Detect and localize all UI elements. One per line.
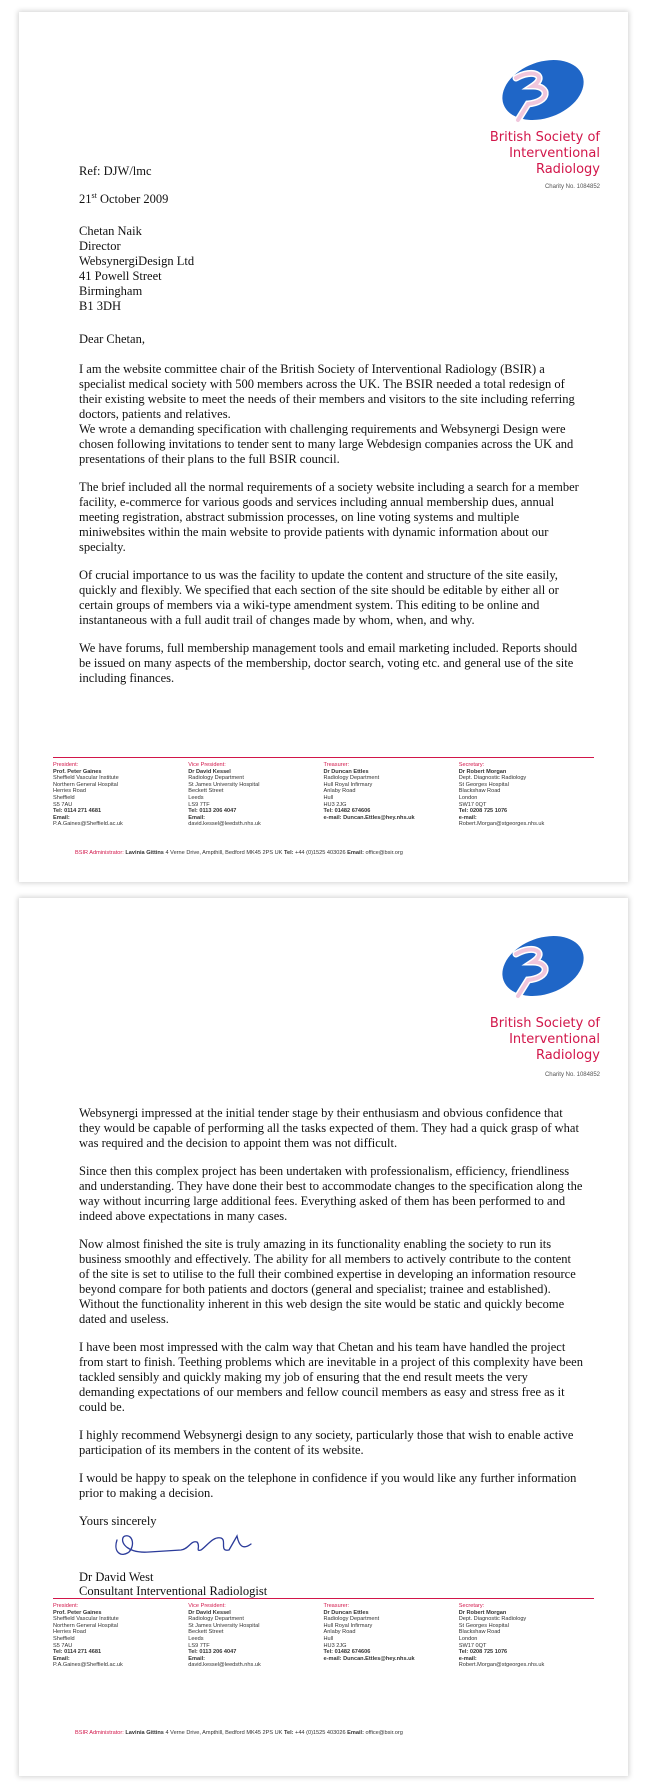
paragraph: I would be happy to speak on the telephone in confidence if you would like any further information prior to making a decision. [79, 1471, 577, 1500]
paragraph: I have been most impressed with the calm way that Chetan and his team have handled the project from start to finish. Teething problems which are inevitable in a project of this complexity have been tackled sensibly and quickly making my job of ensuring that the end result meets the very demanding expectations of our members and fellow council members as easy and stress free as it could be. [79, 1340, 583, 1414]
paragraph: I am the website committee chair of the British Society of Interventional Radiology (BSIR) a specialist medical society with 500 members across the UK. The BSIR needed a total redesign of their existing website to meet the needs of their members and visitors to the site including referring doctors, patients and relatives. [79, 362, 575, 421]
signer-name: Dr David West [79, 1570, 154, 1584]
org-name: British Society of Interventional Radiology [489, 1016, 600, 1063]
bsir-logo-icon [488, 50, 588, 130]
letter-body-1 [79, 362, 584, 699]
paragraph: Of crucial importance to us was the facility to update the content and structure of the site easily, quickly and flexibly. We specified that each section of the site should be editable by either all or certain groups of members via a wiki-type amendment system. This editing to be online and instantaneous with a full audit trail of changes made by whom, when, and why. [79, 568, 559, 627]
closing: Yours sincerely [79, 1514, 157, 1528]
salutation: Dear Chetan, [79, 332, 145, 346]
letter-page-1 [19, 12, 628, 882]
paragraph: We wrote a demanding specification with challenging requirements and Websynergi Design were chosen following invitations to tender sent to many large Webdesign companies across the UK and presentations of their plans to the full BSIR council. [79, 422, 574, 466]
footer-treasurer: Treasurer: Dr Duncan Ettles Radiology Department Hull Royal Infirmary Anlaby Road Hull HU3 2JG Tel: 01482 674606 e-mail: Duncan.Ettles@hey.nhs.uk [323, 762, 415, 821]
charity-number: Charity No. 1084852 [544, 184, 600, 190]
footer-vice-president: Vice President: Dr David Kessel Radiology Department St James University Hospital Beckett Street Leeds LS9 7TF Tel: 0113 206 4047 Email: david.kessel@leedsth.nhs.uk [188, 762, 261, 828]
footer-president: President: Prof. Peter Gaines Sheffield Vascular Institute Northern General Hospital Herries Road Sheffield S5 7AU Tel: 0114 271 4681 Email: P.A.Gaines@Sheffield.ac.uk [53, 762, 123, 828]
org-name: British Society of Interventional Radiology [489, 130, 600, 177]
footer-secretary: Secretary: Dr Robert Morgan Dept. Diagnostic Radiology St Georges Hospital Blackshaw Road London SW17 0QT Tel: 0208 725 1076 e-mail: Robert.Morgan@stgeorges.nhs.uk [458, 762, 545, 828]
footer-divider [53, 757, 594, 758]
recipient-address: Chetan Naik Director WebsynergiDesign Ltd 41 Powell Street Birmingham B1 3DH [79, 224, 195, 313]
footer-vice-president: Vice President: Dr David Kessel Radiology Department St James University Hospital Beckett Street Leeds LS9 7TF Tel: 0113 206 4047 Email: david.kessel@leedsth.nhs.uk [188, 1603, 261, 1669]
letter-footer [53, 762, 594, 828]
paragraph: The brief included all the normal requirements of a society website including a search for a member facility, e-commerce for various goods and services including annual membership dues, annual meeting registration, abstract submission processes, on line voting systems and multiple miniwebsites within the main website to provide patients with dynamic information about our specialty. [79, 480, 579, 554]
letter-body-2 [79, 1106, 584, 1514]
paragraph: Now almost finished the site is truly amazing in its functionality enabling the society to run its business smoothly and effectively. The ability for all members to actively contribute to the content of the site is set to utilise to the full their combined expertise in developing an information resource beyond compare for both patients and doctors (general and specialist; trainee and established). Without the functionality inherent in this web design the site would be static and quickly become dated and useless. [79, 1237, 576, 1326]
footer-secretary: Secretary: Dr Robert Morgan Dept. Diagnostic Radiology St Georges Hospital Blackshaw Road London SW17 0QT Tel: 0208 725 1076 e-mail: Robert.Morgan@stgeorges.nhs.uk [458, 1603, 545, 1669]
administrator-line: BSIR Administrator: Lavinia Gittins 4 Verne Drive, Ampthill, Bedford MK45 2PS UK Tel: +44 (0)1525 403026 Email: office@bsir.org [75, 850, 403, 856]
footer-president: President: Prof. Peter Gaines Sheffield Vascular Institute Northern General Hospital Herries Road Sheffield S5 7AU Tel: 0114 271 4681 Email: P.A.Gaines@Sheffield.ac.uk [53, 1603, 123, 1669]
reference: Ref: DJW/lmc [79, 164, 152, 178]
letter-date: 21st October 2009 [79, 190, 169, 206]
paragraph: Websynergi impressed at the initial tender stage by their enthusiasm and obvious confidence that they would be capable of performing all the tasks expected of them. They had a quick grasp of what was required and the decision to appoint them was not difficult. [79, 1106, 579, 1150]
bsir-logo-icon [488, 926, 588, 1006]
administrator-line: BSIR Administrator: Lavinia Gittins 4 Verne Drive, Ampthill, Bedford MK45 2PS UK Tel: +44 (0)1525 403026 Email: office@bsir.org [75, 1730, 403, 1736]
charity-number: Charity No. 1084852 [544, 1072, 600, 1078]
signer-title: Consultant Interventional Radiologist [79, 1584, 268, 1598]
letter-page-2 [19, 898, 628, 1776]
paragraph: We have forums, full membership management tools and email marketing included. Reports should be issued on many aspects of the membership, doctor search, voting etc. and general use of the site including finances. [79, 641, 578, 685]
letter-footer [53, 1603, 594, 1669]
signature-icon [109, 1522, 259, 1562]
paragraph: Since then this complex project has been undertaken with professionalism, efficiency, friendliness and understanding. They have done their best to accommodate changes to the specification along the way without incurring large additional fees. Everything asked of them has been performed to and indeed above expectations in many cases. [79, 1164, 583, 1223]
footer-treasurer: Treasurer: Dr Duncan Ettles Radiology Department Hull Royal Infirmary Anlaby Road Hull HU3 2JG Tel: 01482 674606 e-mail: Duncan.Ettles@hey.nhs.uk [323, 1603, 415, 1662]
paragraph: I highly recommend Websynergi design to any society, particularly those that wish to enable active participation of its members in the content of its website. [79, 1428, 574, 1457]
footer-divider [53, 1598, 594, 1599]
